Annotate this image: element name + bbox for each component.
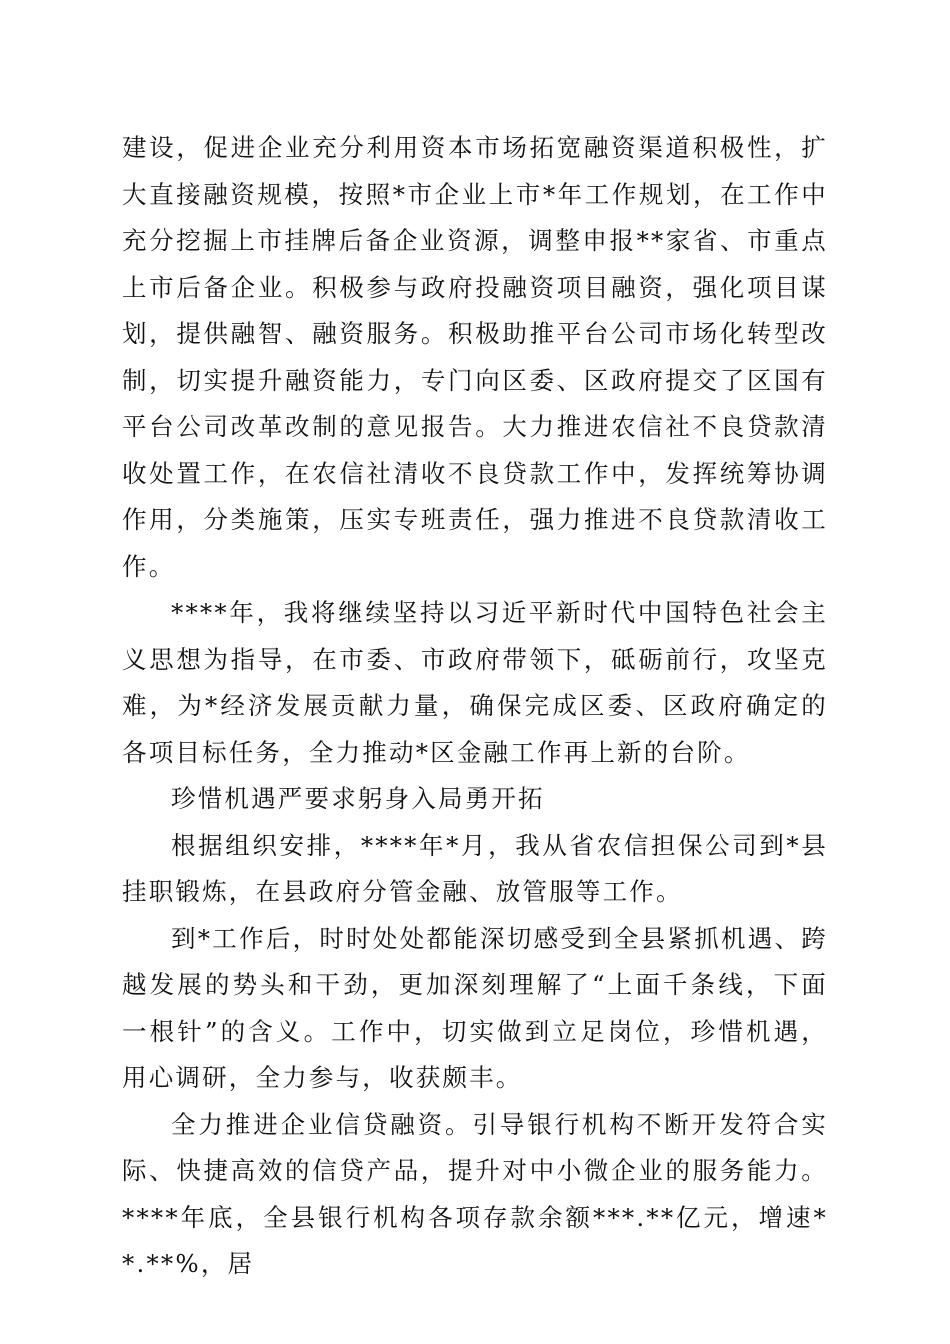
paragraph-outlook: ****年，我将继续坚持以习近平新时代中国特色社会主义思想为指导，在市委、市政府带领下，砥砺前行，攻坚克难，为*经济发展贡献力量，确保完成区委、区政府确定的各项目标任务，全力推动*区金融工作再上新的台阶。 bbox=[122, 598, 828, 767]
paragraph-continuation: 建设，促进企业充分利用资本市场拓宽融资渠道积极性，扩大直接融资规模，按照*市企业上市*年工作规划，在工作中充分挖掘上市挂牌后备企业资源，调整申报**家省、市重点上市后备企业。积极参与政府投融资项目融资，强化项目谋划，提供融智、融资服务。积极助推平台公司市场化转型改制，切实提升融资能力，专门向区委、区政府提交了区国有平台公司改革改制的意见报告。大力推进农信社不良贷款清收处置工作，在农信社清收不良贷款工作中，发挥统筹协调作用，分类施策，压实专班责任，强力推进不良贷款清收工作。 bbox=[122, 133, 828, 581]
paragraph-credit-financing: 全力推进企业信贷融资。引导银行机构不断开发符合实际、快捷高效的信贷产品，提升对中小微企业的服务能力。****年底，全县银行机构各项存款余额***.**亿元，增速**.**%，居 bbox=[122, 1109, 828, 1278]
paragraph-experience: 到*工作后，时时处处都能深切感受到全县紧抓机遇、跨越发展的势头和干劲，更加深刻理解了“上面千条线，下面一根针”的含义。工作中，切实做到立足岗位，珍惜机遇，用心调研，全力参与，收获颇丰。 bbox=[122, 923, 828, 1092]
document-body bbox=[122, 125, 828, 1288]
paragraph-assignment: 根据组织安排，****年*月，我从省农信担保公司到*县挂职锻炼，在县政府分管金融、放管服等工作。 bbox=[122, 830, 828, 906]
section-heading: 珍惜机遇严要求躬身入局勇开拓 bbox=[171, 784, 545, 813]
